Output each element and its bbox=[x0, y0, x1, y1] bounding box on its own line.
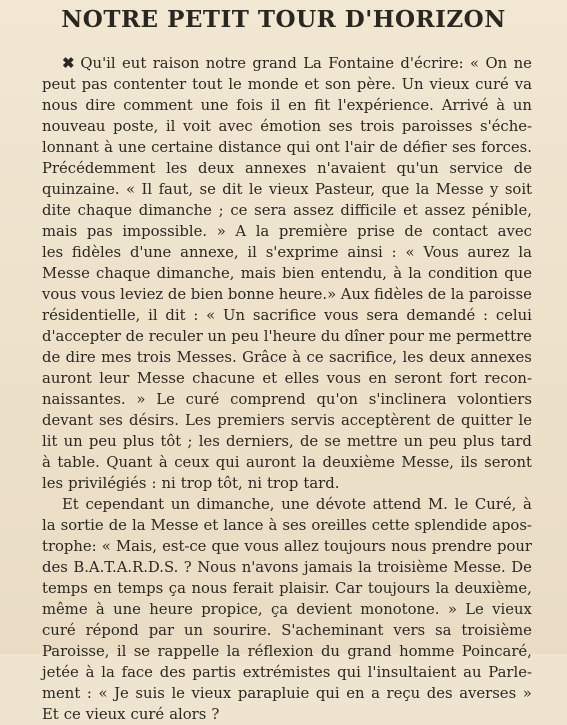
text-line bbox=[42, 221, 532, 242]
text-line-content: curé répond par un sourire. S'acheminant vers sa troisième bbox=[42, 622, 532, 639]
text-line-content: Qu'il eut raison notre grand La Fontaine d'écrire: « On ne bbox=[80, 55, 532, 72]
text-line-content: nouveau poste, il voit avec émotion ses trois paroisses s'éche- bbox=[42, 118, 532, 135]
text-line bbox=[42, 116, 532, 137]
text-line bbox=[42, 683, 532, 704]
text-line-content: lit un peu plus tôt ; les derniers, de se mettre un peu plus tard bbox=[42, 433, 532, 450]
text-line-content: d'accepter de reculer un peu l'heure du dîner pour me permettre bbox=[42, 328, 532, 345]
text-line-content: peut pas contenter tout le monde et son père. Un vieux curé va bbox=[42, 76, 532, 93]
text-line-content: quinzaine. « Il faut, se dit le vieux Pasteur, que la Messe y soit bbox=[42, 181, 532, 198]
text-line bbox=[42, 284, 532, 305]
text-line-content: résidentielle, il dit : « Un sacrifice vous sera demandé : celui bbox=[42, 307, 532, 324]
text-line-content: trophe: « Mais, est-ce que vous allez toujours nous prendre pour bbox=[42, 538, 532, 555]
text-line-content: devant ses désirs. Les premiers servis acceptèrent de quitter le bbox=[42, 412, 532, 429]
text-line bbox=[42, 452, 532, 473]
text-line-content: Et cependant un dimanche, une dévote attend M. le Curé, à bbox=[62, 496, 532, 513]
text-line-content: les privilégiés : ni trop tôt, ni trop tard. bbox=[42, 475, 340, 492]
text-line-content: jetée à la face des partis extrémistes qui l'insultaient au Parle- bbox=[42, 664, 532, 681]
text-line bbox=[42, 74, 532, 95]
text-line-content: lonnant à une certaine distance qui ont l'air de défier ses forces. bbox=[42, 139, 532, 156]
text-line-content: la sortie de la Messe et lance à ses oreilles cette splendide apos- bbox=[42, 517, 532, 534]
text-line-content: vous vous leviez de bien bonne heure.» Aux fidèles de la paroisse bbox=[42, 286, 532, 303]
text-line bbox=[42, 494, 532, 515]
text-line bbox=[42, 95, 532, 116]
text-line bbox=[42, 179, 532, 200]
text-line bbox=[42, 641, 532, 662]
text-line bbox=[42, 704, 532, 725]
text-line-content: à table. Quant à ceux qui auront la deuxième Messe, ils seront bbox=[42, 454, 532, 471]
text-line bbox=[42, 389, 532, 410]
text-line bbox=[42, 599, 532, 620]
text-line bbox=[42, 305, 532, 326]
text-line-content: Et ce vieux curé alors ? bbox=[42, 706, 220, 723]
text-line-content: nous dire comment une fois il en fit l'expérience. Arrivé à un bbox=[42, 97, 532, 114]
text-line bbox=[42, 431, 532, 452]
text-line bbox=[42, 473, 532, 494]
text-line-content: Paroisse, il se rappelle la réflexion du grand homme Poincaré, bbox=[42, 643, 532, 660]
paragraph-marker-icon: ✖ bbox=[62, 55, 75, 72]
text-line bbox=[42, 242, 532, 263]
text-line bbox=[42, 53, 532, 74]
text-line-content: Messe chaque dimanche, mais bien entendu, à la condition que bbox=[42, 265, 532, 282]
text-line-content: même à une heure propice, ça devient monotone. » Le vieux bbox=[42, 601, 532, 618]
text-line-content: Précédemment les deux annexes n'avaient qu'un service de bbox=[42, 160, 532, 177]
text-line bbox=[42, 662, 532, 683]
article-body bbox=[42, 53, 532, 725]
text-line bbox=[42, 137, 532, 158]
text-line-content: les fidèles d'une annexe, il s'exprime ainsi : « Vous aurez la bbox=[42, 244, 532, 261]
text-line-content: des B.A.T.A.R.D.S. ? Nous n'avons jamais la troisième Messe. De bbox=[42, 559, 532, 576]
text-line-content: auront leur Messe chacune et elles vous en seront fort recon- bbox=[42, 370, 532, 387]
text-line-content: de dire mes trois Messes. Grâce à ce sacrifice, les deux annexes bbox=[42, 349, 532, 366]
text-line-content: temps en temps ça nous ferait plaisir. Car toujours la deuxième, bbox=[42, 580, 532, 597]
text-line bbox=[42, 158, 532, 179]
text-line bbox=[42, 200, 532, 221]
article-title: NOTRE PETIT TOUR D'HORIZON bbox=[61, 6, 506, 33]
text-line bbox=[42, 557, 532, 578]
text-line bbox=[42, 578, 532, 599]
text-line-content: ment : « Je suis le vieux parapluie qui en a reçu des averses » bbox=[42, 685, 532, 702]
text-line bbox=[42, 347, 532, 368]
text-line bbox=[42, 620, 532, 641]
text-line bbox=[42, 263, 532, 284]
text-line bbox=[42, 515, 532, 536]
text-line bbox=[42, 368, 532, 389]
text-line-content: naissantes. » Le curé comprend qu'on s'inclinera volontiers bbox=[42, 391, 532, 408]
text-line-content: mais pas impossible. » A la première prise de contact avec bbox=[42, 223, 532, 240]
text-line bbox=[42, 410, 532, 431]
text-line bbox=[42, 536, 532, 557]
text-line-content: dite chaque dimanche ; ce sera assez difficile et assez pénible, bbox=[42, 202, 532, 219]
text-line bbox=[42, 326, 532, 347]
